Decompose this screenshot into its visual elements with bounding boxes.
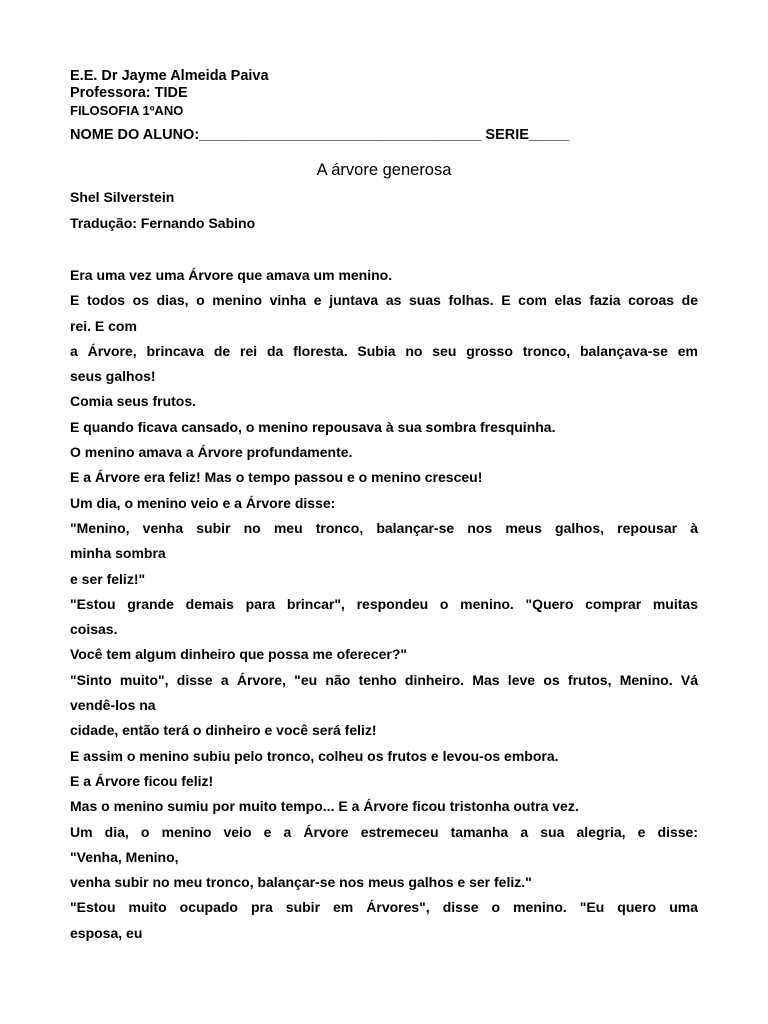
story-line: vendê-los na	[70, 697, 156, 714]
story-line: E a Árvore era feliz! Mas o tempo passou e o menino cresceu!	[70, 469, 483, 486]
story-line: esposa, eu	[70, 924, 143, 941]
story-line: e ser feliz!"	[70, 570, 146, 587]
story-line: seus galhos!	[70, 368, 156, 385]
story-line: "Estou grande demais para brincar", respondeu o menino. "Quero comprar muitas	[70, 595, 698, 612]
student-name-line: NOME DO ALUNO:___________________________________ SERIE_____	[70, 127, 570, 143]
story-line: E quando ficava cansado, o menino repousava à sua sombra fresquinha.	[70, 418, 556, 435]
story-text	[70, 263, 698, 946]
story-line: O menino amava a Árvore profundamente.	[70, 444, 353, 461]
document-title: A árvore generosa	[316, 161, 452, 179]
school-name: E.E. Dr Jayme Almeida Paiva	[70, 68, 269, 84]
story-line: Um dia, o menino veio e a Árvore estremeceu tamanha a sua alegria, e disse:	[70, 823, 698, 840]
story-line: Comia seus frutos.	[70, 393, 197, 410]
story-line: a Árvore, brincava de rei da floresta. Subia no seu grosso tronco, balançava-se em	[70, 342, 698, 359]
story-line: E a Árvore ficou feliz!	[70, 772, 214, 789]
story-line: rei. E com	[70, 317, 137, 334]
story-line: cidade, então terá o dinheiro e você será feliz!	[70, 722, 377, 739]
story-line: Mas o menino sumiu por muito tempo... E a Árvore ficou tristonha outra vez.	[70, 798, 579, 815]
story-line: "Sinto muito", disse a Árvore, "eu não tenho dinheiro. Mas leve os frutos, Menino. Vá	[70, 671, 698, 688]
story-line: E todos os dias, o menino vinha e juntava as suas folhas. E com elas fazia coroas de	[70, 292, 698, 309]
story-line: "Menino, venha subir no meu tronco, balançar-se nos meus galhos, repousar à	[70, 519, 698, 536]
teacher-name: Professora: TIDE	[70, 85, 188, 101]
story-line: minha sombra	[70, 545, 166, 562]
story-line: coisas.	[70, 621, 118, 638]
story-line: "Venha, Menino,	[70, 848, 179, 865]
story-line: Você tem algum dinheiro que possa me oferecer?"	[70, 646, 408, 663]
document-header	[70, 68, 700, 119]
subject-grade: FILOSOFIA 1ºANO	[70, 103, 184, 118]
story-line: Um dia, o menino veio e a Árvore disse:	[70, 494, 336, 511]
translator-line: Tradução: Fernando Sabino	[70, 215, 256, 231]
story-line: venha subir no meu tronco, balançar-se nos meus galhos e ser feliz."	[70, 874, 532, 891]
story-line: "Estou muito ocupado pra subir em Árvores", disse o menino. "Eu quero uma	[70, 899, 698, 916]
story-line: E assim o menino subiu pelo tronco, colheu os frutos e levou-os embora.	[70, 747, 559, 764]
author-line: Shel Silverstein	[70, 189, 175, 205]
story-line: Era uma vez uma Árvore que amava um menino.	[70, 267, 393, 283]
